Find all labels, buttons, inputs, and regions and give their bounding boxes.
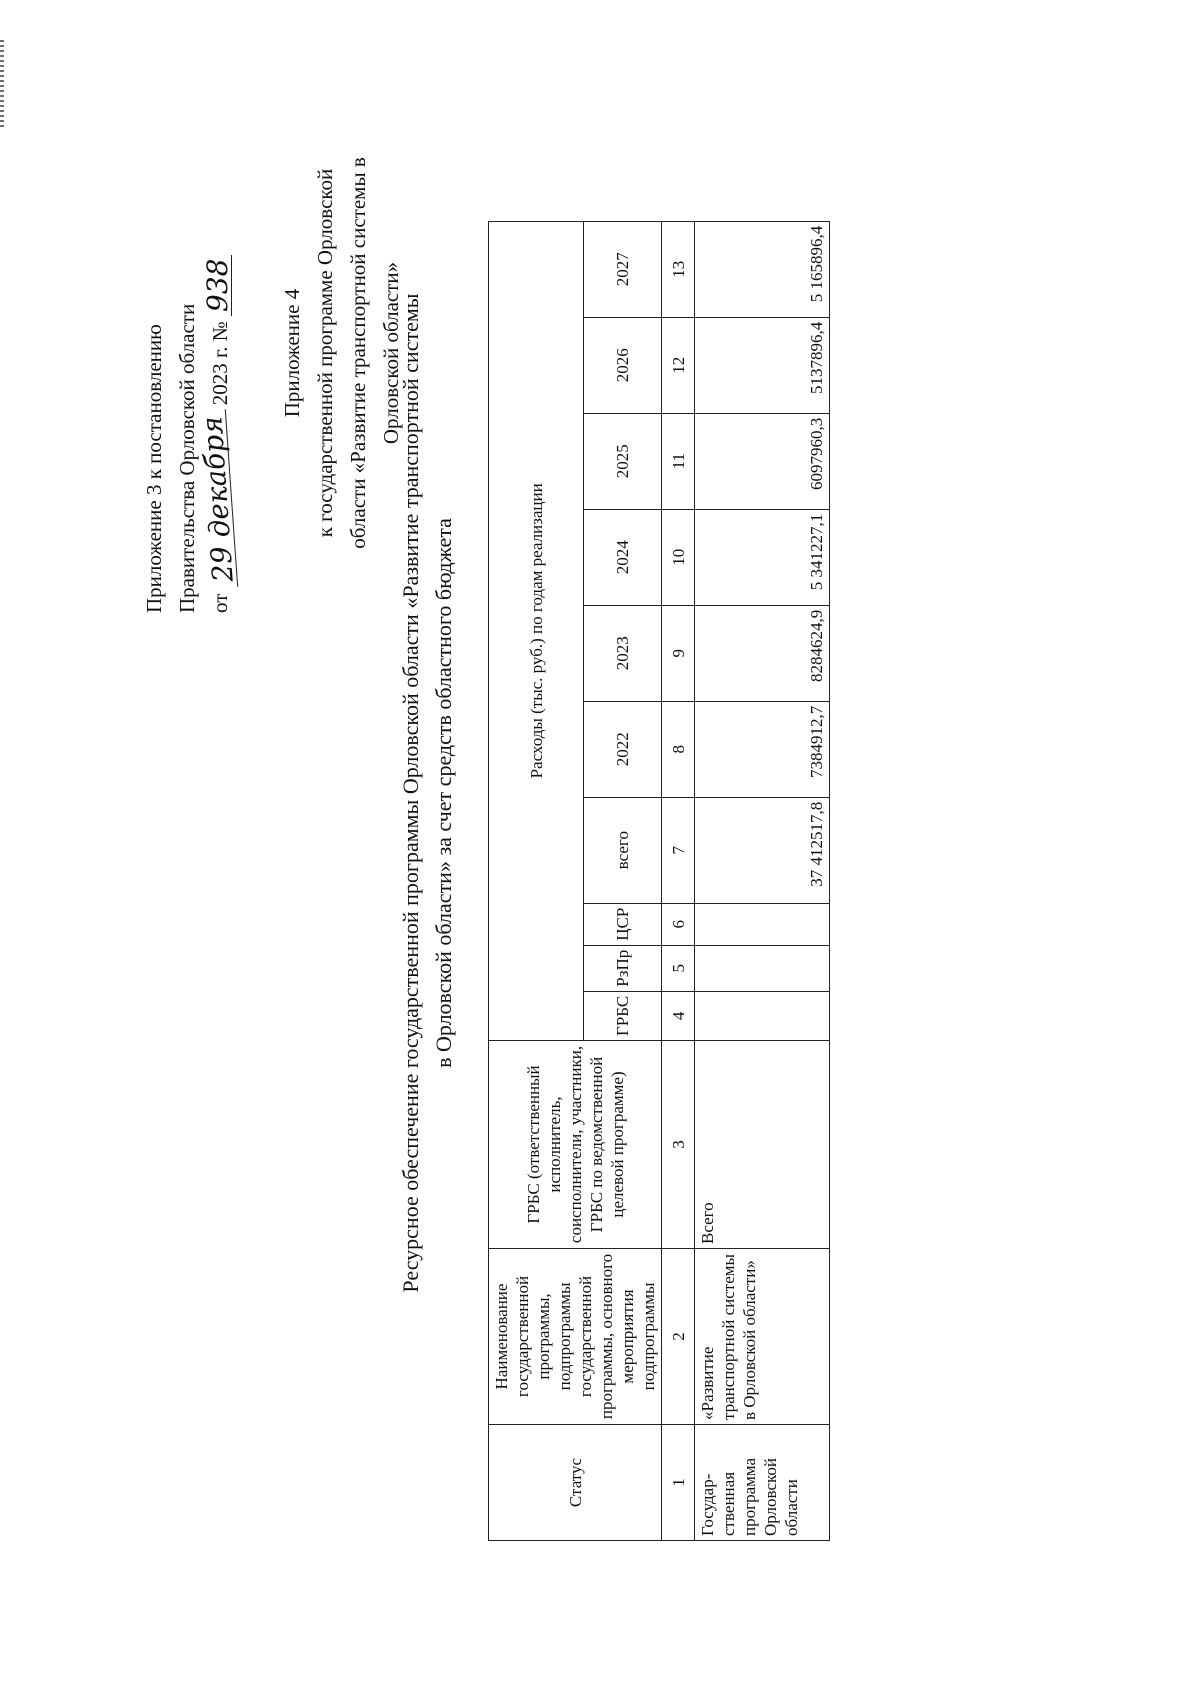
header-year: 2024 (584, 509, 662, 605)
index-cell: 7 (662, 797, 695, 903)
row-year-value: 7384912,7 (695, 701, 830, 797)
row-csr (695, 903, 830, 945)
row-year-value: 6097960,3 (695, 413, 830, 509)
header-grbs-code: ГРБС (584, 991, 662, 1040)
table-header-row-1 (489, 221, 584, 1540)
header-name: Наименование государственной программы, подпрограммы государственной программы, основного мероприятия подпрограммы (489, 1249, 662, 1425)
header-year: 2023 (584, 605, 662, 701)
row-year-value: 5 165896,4 (695, 221, 830, 317)
header-year: 2022 (584, 701, 662, 797)
index-cell: 6 (662, 903, 695, 945)
resource-table (488, 221, 830, 1541)
header-rzpr: РзПр (584, 945, 662, 991)
appendix-note (276, 73, 408, 633)
header-year: 2027 (584, 221, 662, 317)
index-cell: 3 (662, 1041, 695, 1249)
document-title-line-1: Ресурсное обеспечение государственной программы Орловской области «Развитие транспортной системы (398, 293, 423, 1293)
index-cell: 10 (662, 509, 695, 605)
row-year-value: 8284624,9 (695, 605, 830, 701)
handwritten-date: 29 декабря (199, 410, 238, 589)
row-status: Государ-ственная программа Орловской области (695, 1425, 830, 1541)
header-year: 2025 (584, 413, 662, 509)
year-number-label: 2023 г. № (208, 321, 232, 406)
header-csr: ЦСР (584, 903, 662, 945)
index-cell: 12 (662, 317, 695, 413)
index-cell: 13 (662, 221, 695, 317)
index-cell: 8 (662, 701, 695, 797)
index-cell: 4 (662, 991, 695, 1040)
index-cell: 11 (662, 413, 695, 509)
row-total: 37 412517,8 (695, 797, 830, 903)
index-cell: 9 (662, 605, 695, 701)
approval-line-1: Приложение 3 к постановлению (142, 324, 166, 613)
header-year: 2026 (584, 317, 662, 413)
table-row (695, 221, 830, 1540)
appendix-line-3: Орловской области» (379, 261, 403, 445)
row-year-value: 5137896,4 (695, 317, 830, 413)
handwritten-number: 938 (205, 255, 232, 316)
document-title (394, 193, 460, 1393)
index-cell: 1 (662, 1425, 695, 1541)
row-rzpr (695, 945, 830, 991)
row-grbs-code (695, 991, 830, 1040)
header-total: всего (584, 797, 662, 903)
index-cell: 2 (662, 1249, 695, 1425)
index-cell: 5 (662, 945, 695, 991)
header-status: Статус (489, 1425, 662, 1541)
approval-date-line (195, 93, 240, 613)
appendix-title: Приложение 4 (280, 288, 304, 418)
appendix-line-2: области «Развитие транспортной системы в (346, 157, 370, 549)
row-grbs: Всего (695, 1041, 830, 1249)
row-year-value: 5 341227,1 (695, 509, 830, 605)
document-title-line-2: в Орловской области» за счет средств областного бюджета (431, 518, 456, 1068)
resource-table-wrapper (488, 221, 830, 1541)
table-index-row (662, 221, 695, 1540)
approval-line-2: Правительства Орловской области (175, 303, 199, 613)
header-grbs: ГРБС (ответственный исполнитель, соисполнители, участники, ГРБС по ведомственной целевой программе) (489, 1041, 662, 1249)
approval-note (138, 93, 240, 613)
header-expenses: Расходы (тыс. руб.) по годам реализации (489, 221, 584, 1040)
row-name: «Развитие транспортной системы в Орловской области» (695, 1249, 830, 1425)
date-prefix: от (208, 593, 232, 613)
appendix-line-1: к государственной программе Орловской (313, 168, 337, 538)
